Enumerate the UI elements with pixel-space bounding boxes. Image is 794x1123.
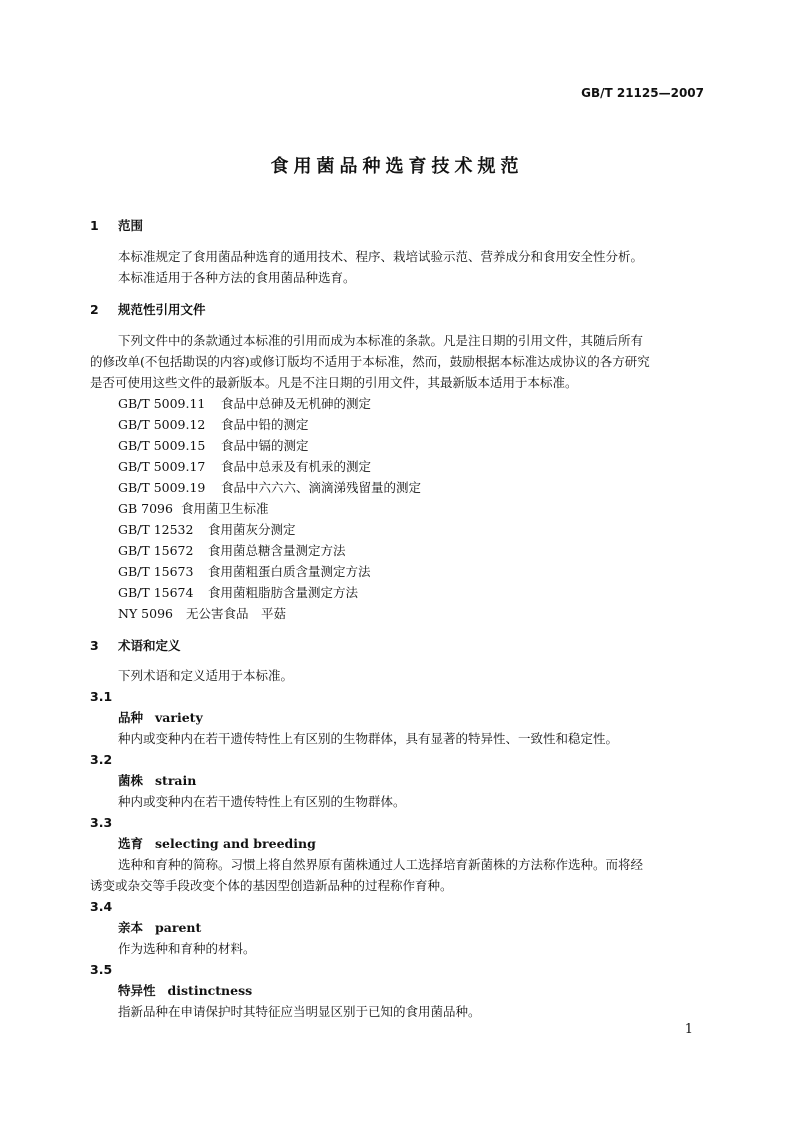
reference-title: 无公害食品 平菇 [186,606,287,621]
paragraph: 下列术语和定义适用于本标准。 [118,668,294,683]
term-definition: 指新品种在申请保护时其特征应当明显区别于已知的食用菌品种。 [118,1004,481,1019]
reference-title: 食用菌总糖含量测定方法 [208,543,346,558]
reference-item [118,522,296,538]
reference-title: 食用菌粗蛋白质含量测定方法 [208,564,371,579]
term-chinese: 特异性 [118,983,156,998]
paragraph: 本标准适用于各种方法的食用菌品种选育。 [118,270,356,285]
term-definition: 种内或变种内在若干遗传特性上有区别的生物群体，具有显著的特异性、一致性和稳定性。 [118,731,619,746]
section-3-heading [90,638,181,654]
term-heading [118,773,196,789]
term-chinese: 品种 [118,710,144,725]
term-definition: 选种和育种的简称。习惯上将自然界原有菌株通过人工选择培育新菌株的方法称作选种。而将经 [118,857,644,872]
reference-title: 食品中总汞及有机汞的测定 [221,459,372,474]
paragraph-line: 的修改单(不包括勘误的内容)或修订版均不适用于本标准，然而，鼓励根据本标准达成协议的各方研究 [90,354,650,369]
paragraph-line: 下列文件中的条款通过本标准的引用而成为本标准的条款。凡是注日期的引用文件，其随后所有 [118,333,644,348]
section-number: 2 [90,302,99,317]
reference-code: NY 5096 [118,606,173,621]
reference-code: GB 7096 [118,501,173,516]
section-title: 术语和定义 [118,638,181,653]
paragraph-line: 是否可使用这些文件的最新版本。凡是不注日期的引用文件，其最新版本适用于本标准。 [90,375,578,390]
term-number: 3.4 [90,899,113,914]
section-title: 范围 [118,218,144,233]
term-definition: 作为选种和育种的材料。 [118,941,256,956]
term-english: selecting and breeding [155,836,316,851]
reference-item [118,585,358,601]
reference-item [118,501,269,517]
term-heading [118,983,252,999]
term-heading [118,836,316,852]
paragraph: 本标准规定了食用菌品种选育的通用技术、程序、栽培试验示范、营养成分和食用安全性分析。 [118,249,644,264]
reference-title: 食用菌卫生标准 [181,501,269,516]
reference-code: GB/T 15674 [118,585,194,600]
section-2-heading [90,302,206,318]
term-number: 3.3 [90,815,113,830]
reference-code: GB/T 5009.12 [118,417,206,432]
reference-item [118,396,371,412]
reference-title: 食品中总砷及无机砷的测定 [221,396,372,411]
reference-code: GB/T 15672 [118,543,194,558]
standard-number: GB/T 21125—2007 [581,86,704,100]
term-english: parent [155,920,202,935]
reference-code: GB/T 5009.19 [118,480,206,495]
reference-title: 食用菌灰分测定 [208,522,296,537]
reference-item [118,480,421,496]
term-number: 3.2 [90,752,113,767]
term-english: strain [155,773,197,788]
reference-title: 食品中六六六、滴滴涕残留量的测定 [221,480,422,495]
term-english: distinctness [167,983,253,998]
term-chinese: 选育 [118,836,144,851]
reference-code: GB/T 15673 [118,564,194,579]
section-number: 1 [90,218,99,233]
reference-item [118,438,309,454]
term-number: 3.5 [90,962,113,977]
reference-code: GB/T 12532 [118,522,194,537]
reference-item [118,417,309,433]
page-number: 1 [684,1022,693,1037]
document-title: 食用菌品种选育技术规范 [270,156,524,177]
reference-code: GB/T 5009.15 [118,438,206,453]
term-heading [118,920,201,936]
reference-title: 食品中镉的测定 [221,438,309,453]
term-chinese: 菌株 [118,773,144,788]
term-english: variety [155,710,203,725]
reference-title: 食品中铅的测定 [221,417,309,432]
section-number: 3 [90,638,99,653]
section-title: 规范性引用文件 [118,302,206,317]
term-number: 3.1 [90,689,113,704]
reference-code: GB/T 5009.11 [118,396,206,411]
reference-item [118,543,346,559]
section-1-heading [90,218,143,234]
reference-code: GB/T 5009.17 [118,459,206,474]
reference-item [118,564,371,580]
reference-title: 食用菌粗脂肪含量测定方法 [208,585,359,600]
term-chinese: 亲本 [118,920,144,935]
term-heading [118,710,203,726]
reference-item [118,459,371,475]
term-definition: 种内或变种内在若干遗传特性上有区别的生物群体。 [118,794,406,809]
term-definition: 诱变或杂交等手段改变个体的基因型创造新品种的过程称作育种。 [90,878,453,893]
reference-item [118,606,286,622]
